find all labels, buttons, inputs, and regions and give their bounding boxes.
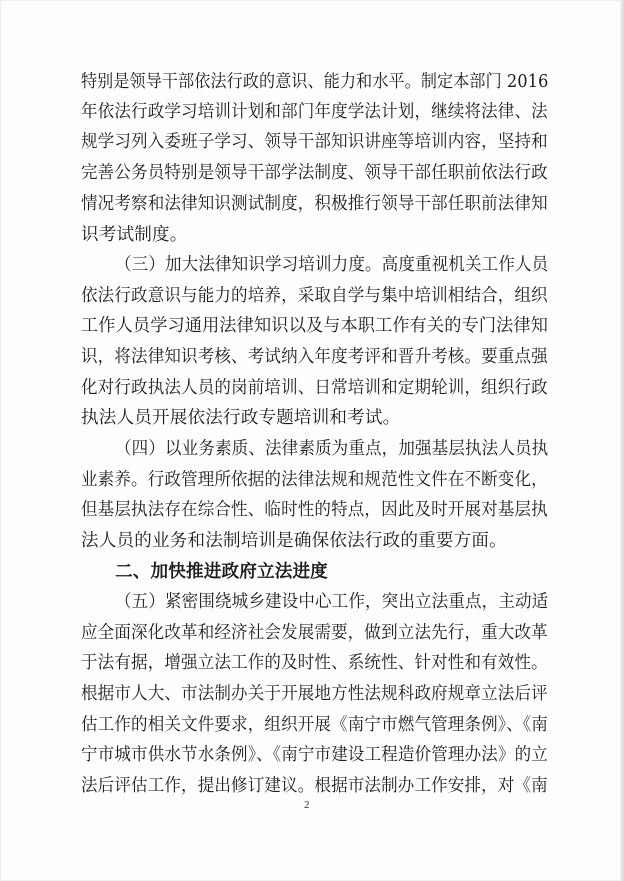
body-line: 法后评估工作，提出修订建议。根据市法制办工作安排，对《南 [81,776,548,796]
body-line: 应全面深化改革和经济社会发展需要，做到立法先行，重大改革 [81,623,548,643]
body-line: 业素养。行政管理所依据的法律法规和规范性文件在不断变化， [81,470,548,490]
paragraph-first-line: （四）以业务素质、法律素质为重点，加强基层执法人员执 [115,439,549,459]
body-line: 识考试制度。 [81,225,188,245]
body-line: 年依法行政学习培训计划和部门年度学法计划，继续将法律、法 [81,102,548,122]
body-line: 规学习列入委班子学习、领导干部知识讲座等培训内容，坚持和 [81,132,548,152]
paragraph-first-line: （五）紧密围绕城乡建设中心工作，突出立法重点，主动适 [115,592,549,612]
body-line: 估工作的相关文件要求，组织开展《南宁市燃气管理条例》、《南 [81,715,548,735]
body-line: 执法人员开展依法行政专题培训和考试。 [81,408,401,428]
body-line: 工作人员学习通用法律知识以及与本职工作有关的专门法律知 [81,316,549,336]
paragraph-first-line: （三）加大法律知识学习培训力度。高度重视机关工作人员 [115,255,549,275]
scan-edge [620,0,624,881]
body-line: 依法行政意识与能力的培养，采取自学与集中培训相结合，组织 [81,286,548,306]
section-heading: 二、加快推进政府立法进度 [115,562,328,582]
body-line: 情况考察和法律知识测试制度，积极推行领导干部任职前法律知 [81,194,548,214]
body-line: 特别是领导干部依法行政的意识、能力和水平。制定本部门 2016 [81,72,549,92]
body-line: 化对行政执法人员的岗前培训、日常培训和定期轮训，组织行政 [81,378,548,398]
body-line: 完善公务员特别是领导干部学法制度、领导干部任职前依法行政 [81,163,548,183]
body-line: 法人员的业务和法制培训是确保依法行政的重要方面。 [81,531,507,551]
body-line: 但基层执法存在综合性、临时性的特点，因此及时开展对基层执 [81,500,548,520]
body-line: 识，将法律知识考核、考试纳入年度考评和晋升考核。要重点强 [81,347,548,367]
page-number: 2 [304,799,310,811]
body-line: 宁市城市供水节水条例》、《南宁市建设工程造价管理办法》的立 [81,745,548,765]
body-line: 于法有据，增强立法工作的及时性、系统性、针对性和有效性。 [81,653,548,673]
body-line: 根据市人大、市法制办关于开展地方性法规科政府规章立法后评 [81,684,548,704]
